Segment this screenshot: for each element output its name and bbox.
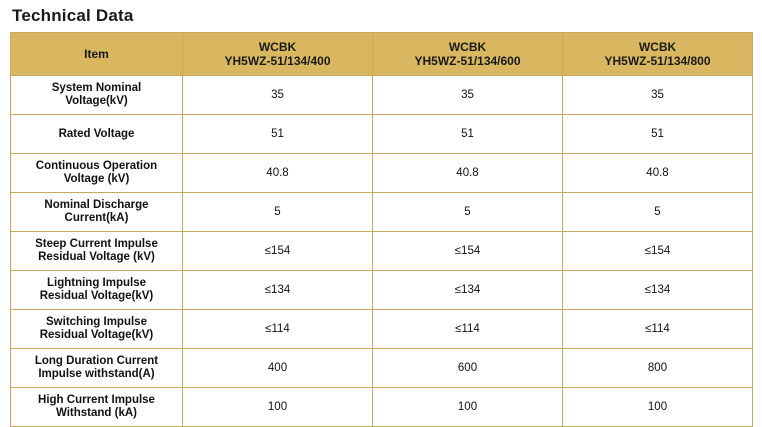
row-header — [11, 232, 183, 271]
column-header-model-3-line2: YH5WZ-51/134/800 — [604, 54, 711, 68]
table-body — [11, 76, 753, 427]
cell-value: 800 — [563, 349, 753, 388]
cell-value: 40.8 — [563, 154, 753, 193]
column-header-model-1-line1: WCBK — [258, 40, 297, 54]
cell-value: 35 — [373, 76, 563, 115]
column-header-model-2-line1: WCBK — [448, 40, 487, 54]
cell-value: 5 — [563, 193, 753, 232]
cell-value: 51 — [373, 115, 563, 154]
row-header-line2: Withstand (kA) — [55, 407, 138, 419]
row-header — [11, 388, 183, 427]
cell-value: ≤134 — [183, 271, 373, 310]
cell-value: ≤114 — [563, 310, 753, 349]
row-header-line2: Voltage (kV) — [63, 173, 130, 185]
row-header-line1: System Nominal — [51, 82, 142, 94]
column-header-model-1-line2: YH5WZ-51/134/400 — [224, 54, 331, 68]
row-header-line1: Rated Voltage — [58, 127, 135, 140]
column-header-model-3 — [563, 33, 753, 76]
row-header-line1: Lightning Impulse — [46, 277, 147, 289]
column-header-model-1 — [183, 33, 373, 76]
cell-value: 5 — [373, 193, 563, 232]
cell-value: 100 — [183, 388, 373, 427]
table-row — [11, 310, 753, 349]
cell-value: ≤154 — [563, 232, 753, 271]
row-header-line1: Continuous Operation — [35, 160, 158, 172]
row-header-line2: Residual Voltage(kV) — [39, 329, 154, 341]
row-header — [11, 349, 183, 388]
cell-value: ≤134 — [563, 271, 753, 310]
cell-value: ≤154 — [373, 232, 563, 271]
table-row — [11, 76, 753, 115]
cell-value: 51 — [183, 115, 373, 154]
cell-value: 35 — [183, 76, 373, 115]
cell-value: ≤114 — [183, 310, 373, 349]
table-header-row — [11, 33, 753, 76]
row-header-line2: Voltage(kV) — [65, 95, 128, 107]
cell-value: 100 — [373, 388, 563, 427]
cell-value: 40.8 — [373, 154, 563, 193]
row-header-line2: Impulse withstand(A) — [38, 368, 155, 380]
row-header — [11, 310, 183, 349]
row-header-line1: Switching Impulse — [46, 316, 147, 328]
page-title: Technical Data — [12, 6, 134, 25]
cell-value: 35 — [563, 76, 753, 115]
table-row — [11, 232, 753, 271]
column-header-item-line1: Item — [84, 47, 109, 61]
column-header-model-2-line2: YH5WZ-51/134/600 — [414, 54, 521, 68]
cell-value: ≤114 — [373, 310, 563, 349]
cell-value: 51 — [563, 115, 753, 154]
row-header — [11, 76, 183, 115]
row-header-line1: Steep Current Impulse — [35, 238, 158, 250]
row-header — [11, 115, 183, 154]
table-header — [11, 33, 753, 76]
cell-value: 40.8 — [183, 154, 373, 193]
cell-value: 5 — [183, 193, 373, 232]
row-header-line2: Residual Voltage (kV) — [38, 251, 155, 263]
row-header-line1: High Current Impulse — [38, 394, 155, 406]
table-row — [11, 154, 753, 193]
cell-value: ≤134 — [373, 271, 563, 310]
table-container — [0, 32, 762, 427]
row-header-line1: Long Duration Current — [34, 355, 159, 367]
table-row — [11, 271, 753, 310]
row-header-line2: Residual Voltage(kV) — [39, 290, 154, 302]
column-header-item — [11, 33, 183, 76]
cell-value: 400 — [183, 349, 373, 388]
table-row — [11, 193, 753, 232]
row-header-line2: Current(kA) — [64, 212, 129, 224]
row-header — [11, 154, 183, 193]
row-header-line1: Nominal Discharge — [44, 199, 149, 211]
technical-data-table — [10, 32, 753, 427]
row-header — [11, 193, 183, 232]
row-header — [11, 271, 183, 310]
table-row — [11, 115, 753, 154]
table-row — [11, 349, 753, 388]
cell-value: 600 — [373, 349, 563, 388]
column-header-model-2 — [373, 33, 563, 76]
cell-value: ≤154 — [183, 232, 373, 271]
cell-value: 100 — [563, 388, 753, 427]
table-row — [11, 388, 753, 427]
column-header-model-3-line1: WCBK — [638, 40, 677, 54]
